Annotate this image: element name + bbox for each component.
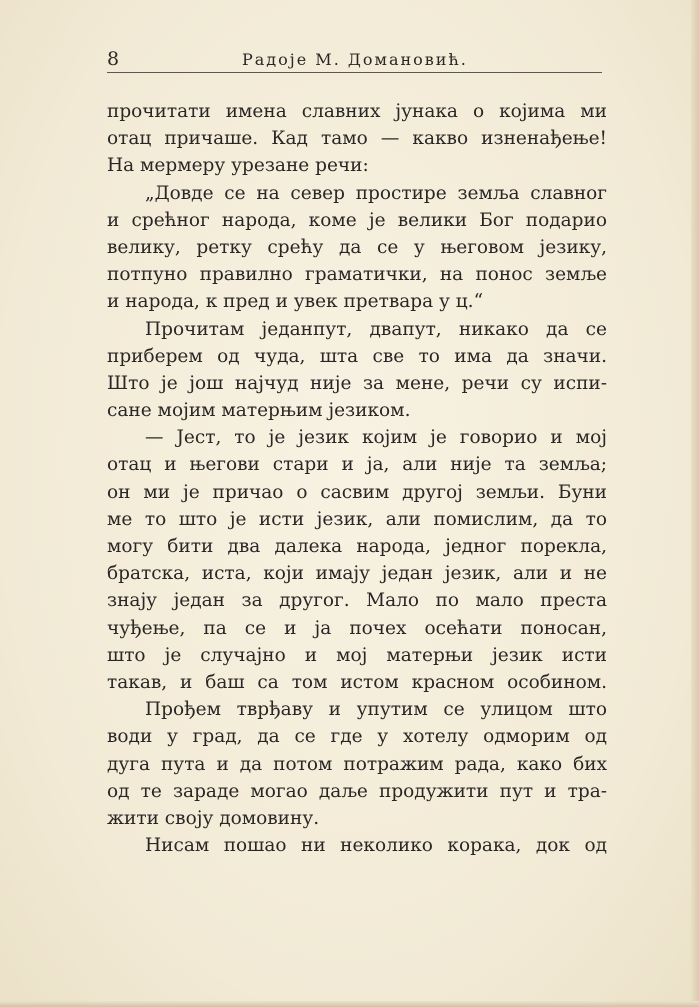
text-line: жити своју домовину. — [107, 807, 320, 829]
page-header — [107, 44, 602, 74]
text-line: — Јест, то је језик којим је говорио и мој — [145, 427, 607, 449]
text-line: отац и његови стари и ја, али није та земља; — [107, 454, 607, 476]
text-line: и срећног народа, коме је велики Бог подарио — [107, 209, 607, 231]
page-number: 8 — [107, 48, 121, 70]
text-line: он ми је причао о сасвим другој земљи. Буни — [107, 481, 607, 503]
text-line: потпуно правилно граматички, на понос земље — [107, 264, 607, 286]
text-line: Што је још најчуд није за мене, речи су испи- — [107, 372, 607, 394]
text-line: чуђење, па се и ја почех осећати поносан, — [107, 617, 607, 639]
text-line: братска, иста, који имају један језик, али и не — [107, 563, 607, 585]
text-line: могу бити два далека народа, једног порекла, — [107, 536, 607, 557]
text-line: и народа, к пред и увек претвара у ц.“ — [107, 291, 484, 313]
text-line: ме то што је исти језик, али помислим, да то — [107, 508, 607, 530]
text-line: отац причаше. Кад тамо — какво изненађење! — [107, 128, 607, 150]
page-edge-bottom — [0, 1001, 699, 1007]
header-rule — [107, 72, 602, 73]
running-head: Радоје М. Домановић. — [242, 50, 468, 69]
text-line: Нисам пошао ни неколико корака, док од — [145, 835, 607, 857]
text-line: такав, и баш са том истом красном особином. — [107, 671, 607, 693]
text-line: „Довде се на север простире земља славног — [145, 182, 607, 204]
page-edge-right — [691, 0, 699, 1007]
text-line: води у град, да се где у хотелу одморим од — [107, 726, 607, 748]
text-line: Прођем тврђаву и упутим се улицом што — [145, 699, 607, 721]
text-line: знају један за другог. Мало по мало преста — [107, 590, 607, 612]
text-line: велику, ретку срећу да се у његовом језику, — [107, 236, 607, 258]
text-line: На мермеру урезане речи: — [107, 155, 369, 177]
text-line: дуга пута и да потом потражим рада, како бих — [107, 753, 607, 775]
text-line: сане мојим матерњим језиком. — [107, 400, 411, 422]
text-line: приберем од чуда, шта све то има да значи. — [107, 345, 607, 367]
text-line: што је случајно и мој матерњи језик исти — [107, 644, 607, 666]
text-line: прочитати имена славних јунака о којима ми — [107, 101, 607, 122]
body-text — [107, 98, 607, 859]
text-line: од те зараде могао даље продужити пут и тра- — [107, 780, 607, 802]
text-line: Прочитам једанпут, двапут, никако да се — [145, 318, 607, 340]
